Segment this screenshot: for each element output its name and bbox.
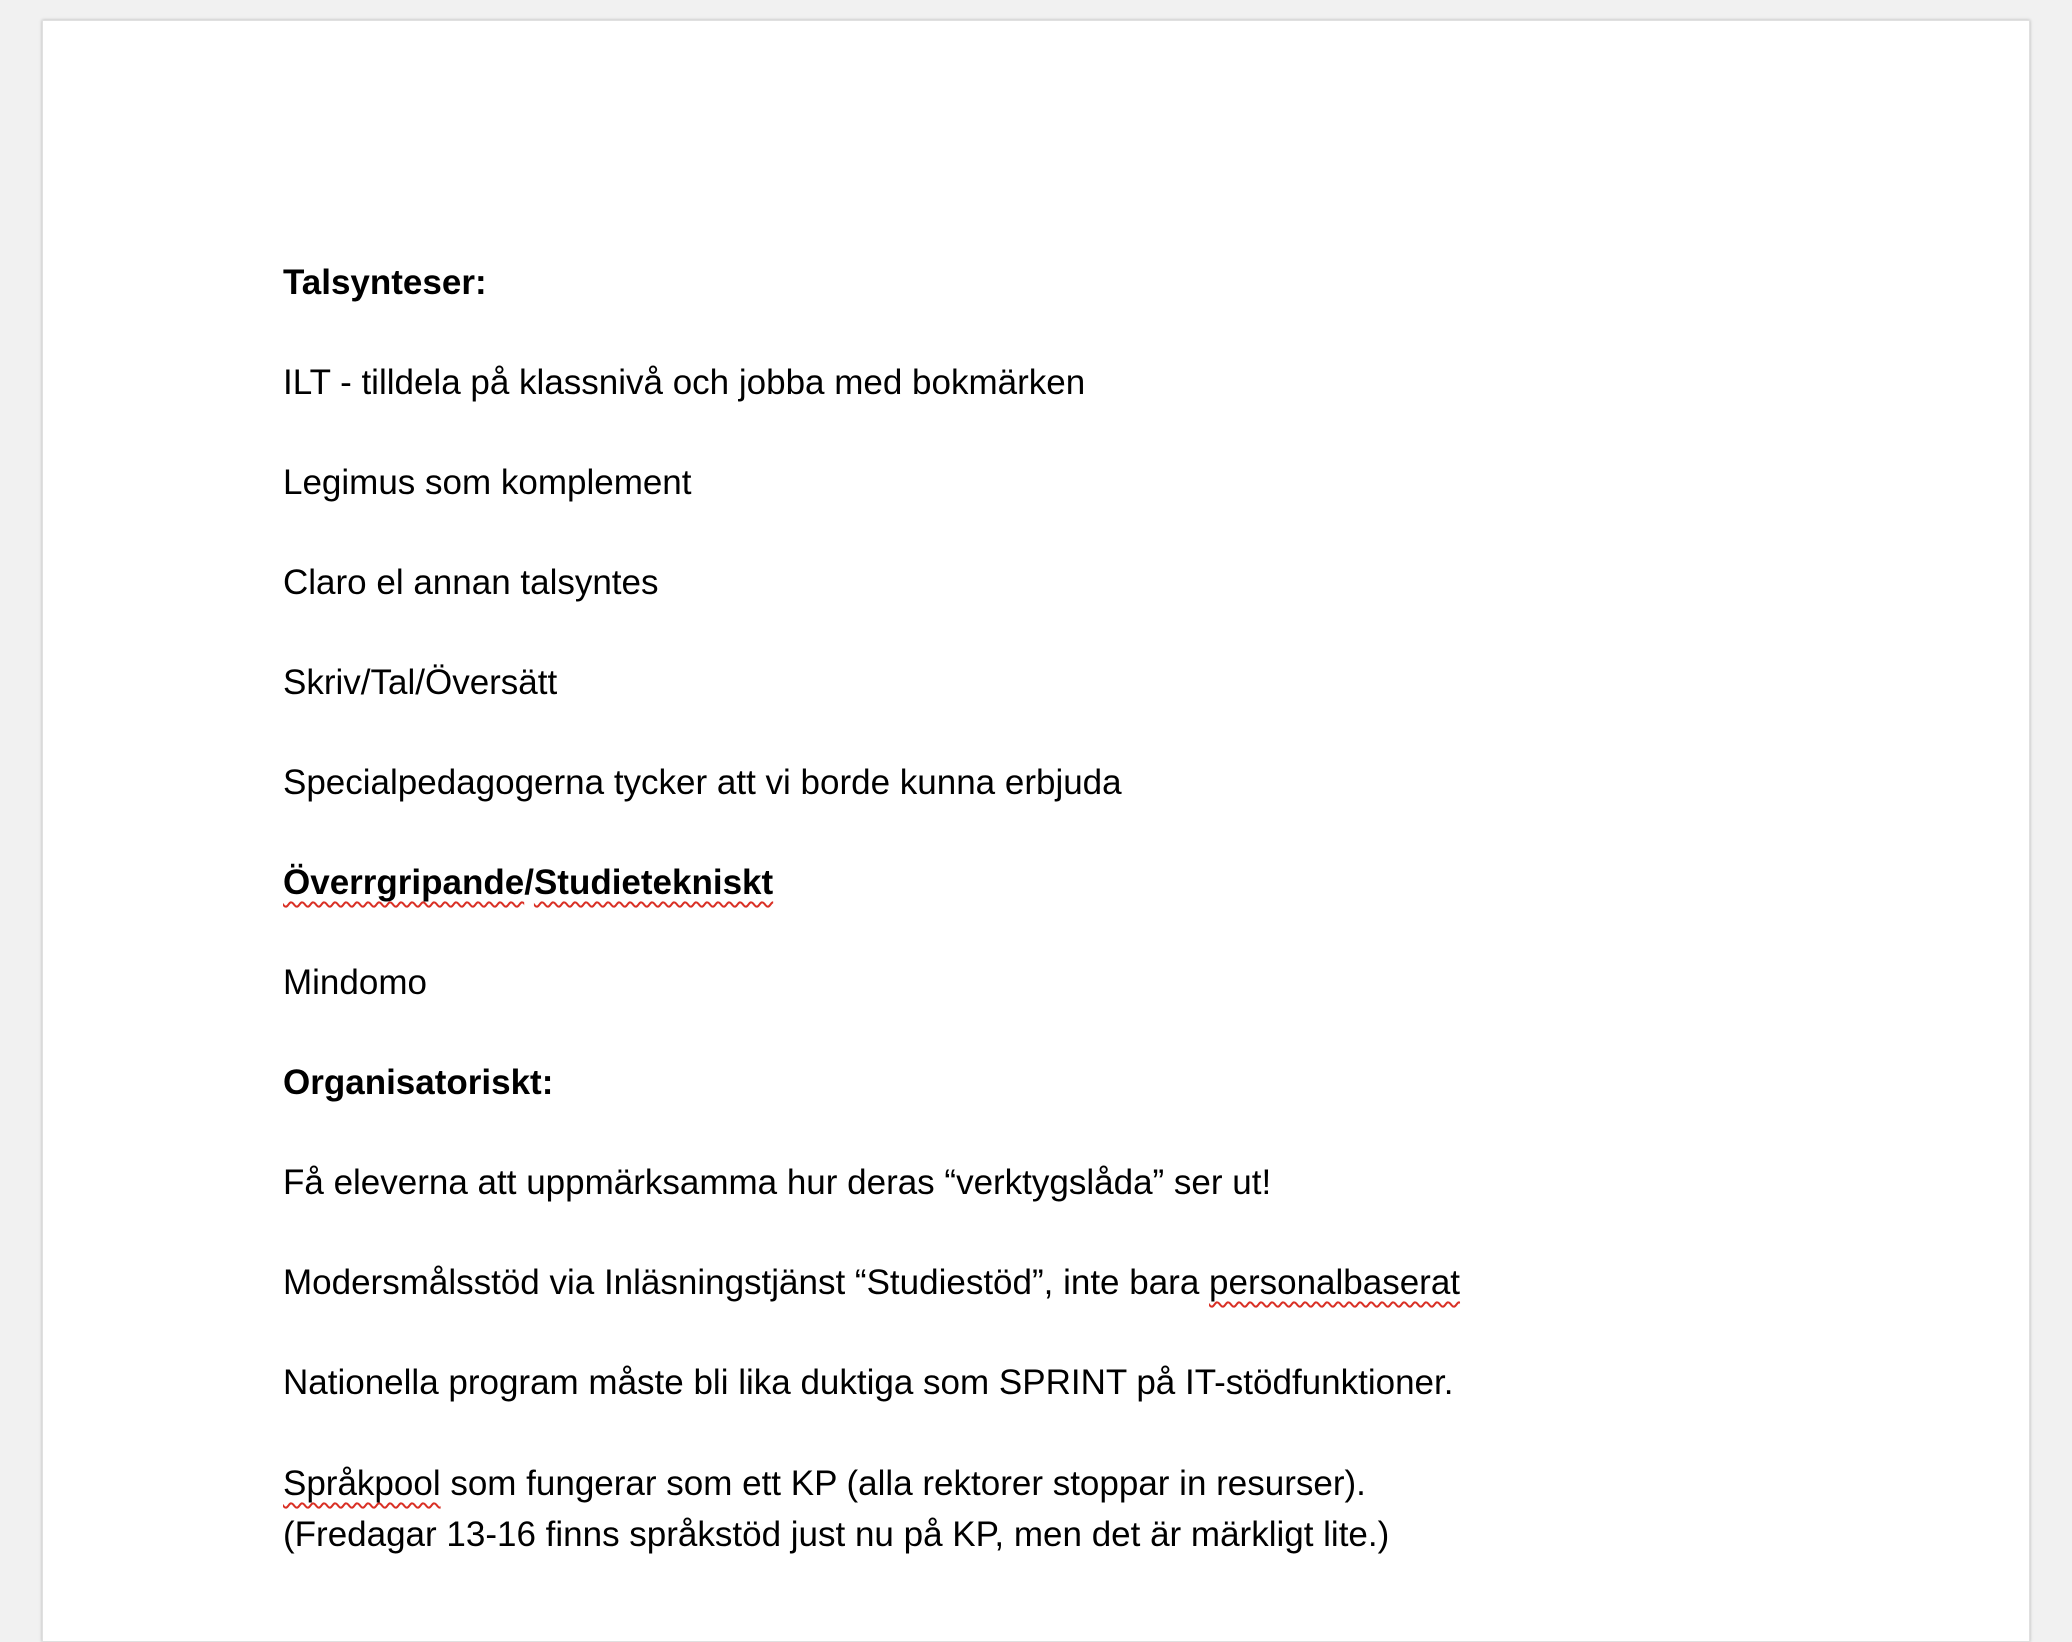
document-body[interactable] — [283, 261, 1783, 1560]
spellcheck-word-overrgripande[interactable]: Överrgripande — [283, 863, 525, 902]
paragraph-ilt: ILT - tilldela på klassnivå och jobba med bokmärken — [283, 363, 1086, 402]
heading-overgripande — [283, 861, 1783, 961]
paragraph-modersmal-text: Modersmålsstöd via Inläsningstjänst “Studiestöd”, inte bara — [283, 1263, 1210, 1302]
paragraph-claro: Claro el annan talsyntes — [283, 563, 659, 602]
paragraph-skriv: Skriv/Tal/Översätt — [283, 663, 558, 702]
spellcheck-word-personalbaserat[interactable]: personalbaserat — [1209, 1263, 1461, 1302]
heading-organisatoriskt: Organisatoriskt: — [283, 1063, 554, 1102]
paragraph-sprakpool — [283, 1458, 1783, 1560]
paragraph-sprakpool-text: som fungerar som ett KP (alla rektorer stoppar in resurser). — [440, 1464, 1366, 1503]
paragraph-sprakpool-line2: (Fredagar 13-16 finns språkstöd just nu på KP, men det är märkligt lite.) — [283, 1515, 1390, 1554]
paragraph-mindomo: Mindomo — [283, 963, 427, 1002]
paragraph-modersmal — [283, 1261, 1783, 1361]
heading-separator: / — [524, 863, 534, 902]
document-page[interactable] — [42, 20, 2030, 1642]
paragraph-legimus: Legimus som komplement — [283, 463, 692, 502]
heading-talsynteser: Talsynteser: — [283, 263, 487, 302]
paragraph-sprakpool-line1 — [283, 1458, 1783, 1509]
spellcheck-word-sprakpool[interactable]: Språkpool — [283, 1464, 441, 1503]
paragraph-fa-eleverna: Få eleverna att uppmärksamma hur deras “verktygslåda” ser ut! — [283, 1163, 1272, 1202]
spellcheck-word-studietekniskt[interactable]: Studietekniskt — [533, 863, 774, 902]
paragraph-specialpedagogerna: Specialpedagogerna tycker att vi borde kunna erbjuda — [283, 763, 1122, 802]
paragraph-nationella: Nationella program måste bli lika duktiga som SPRINT på IT-stödfunktioner. — [283, 1363, 1454, 1402]
